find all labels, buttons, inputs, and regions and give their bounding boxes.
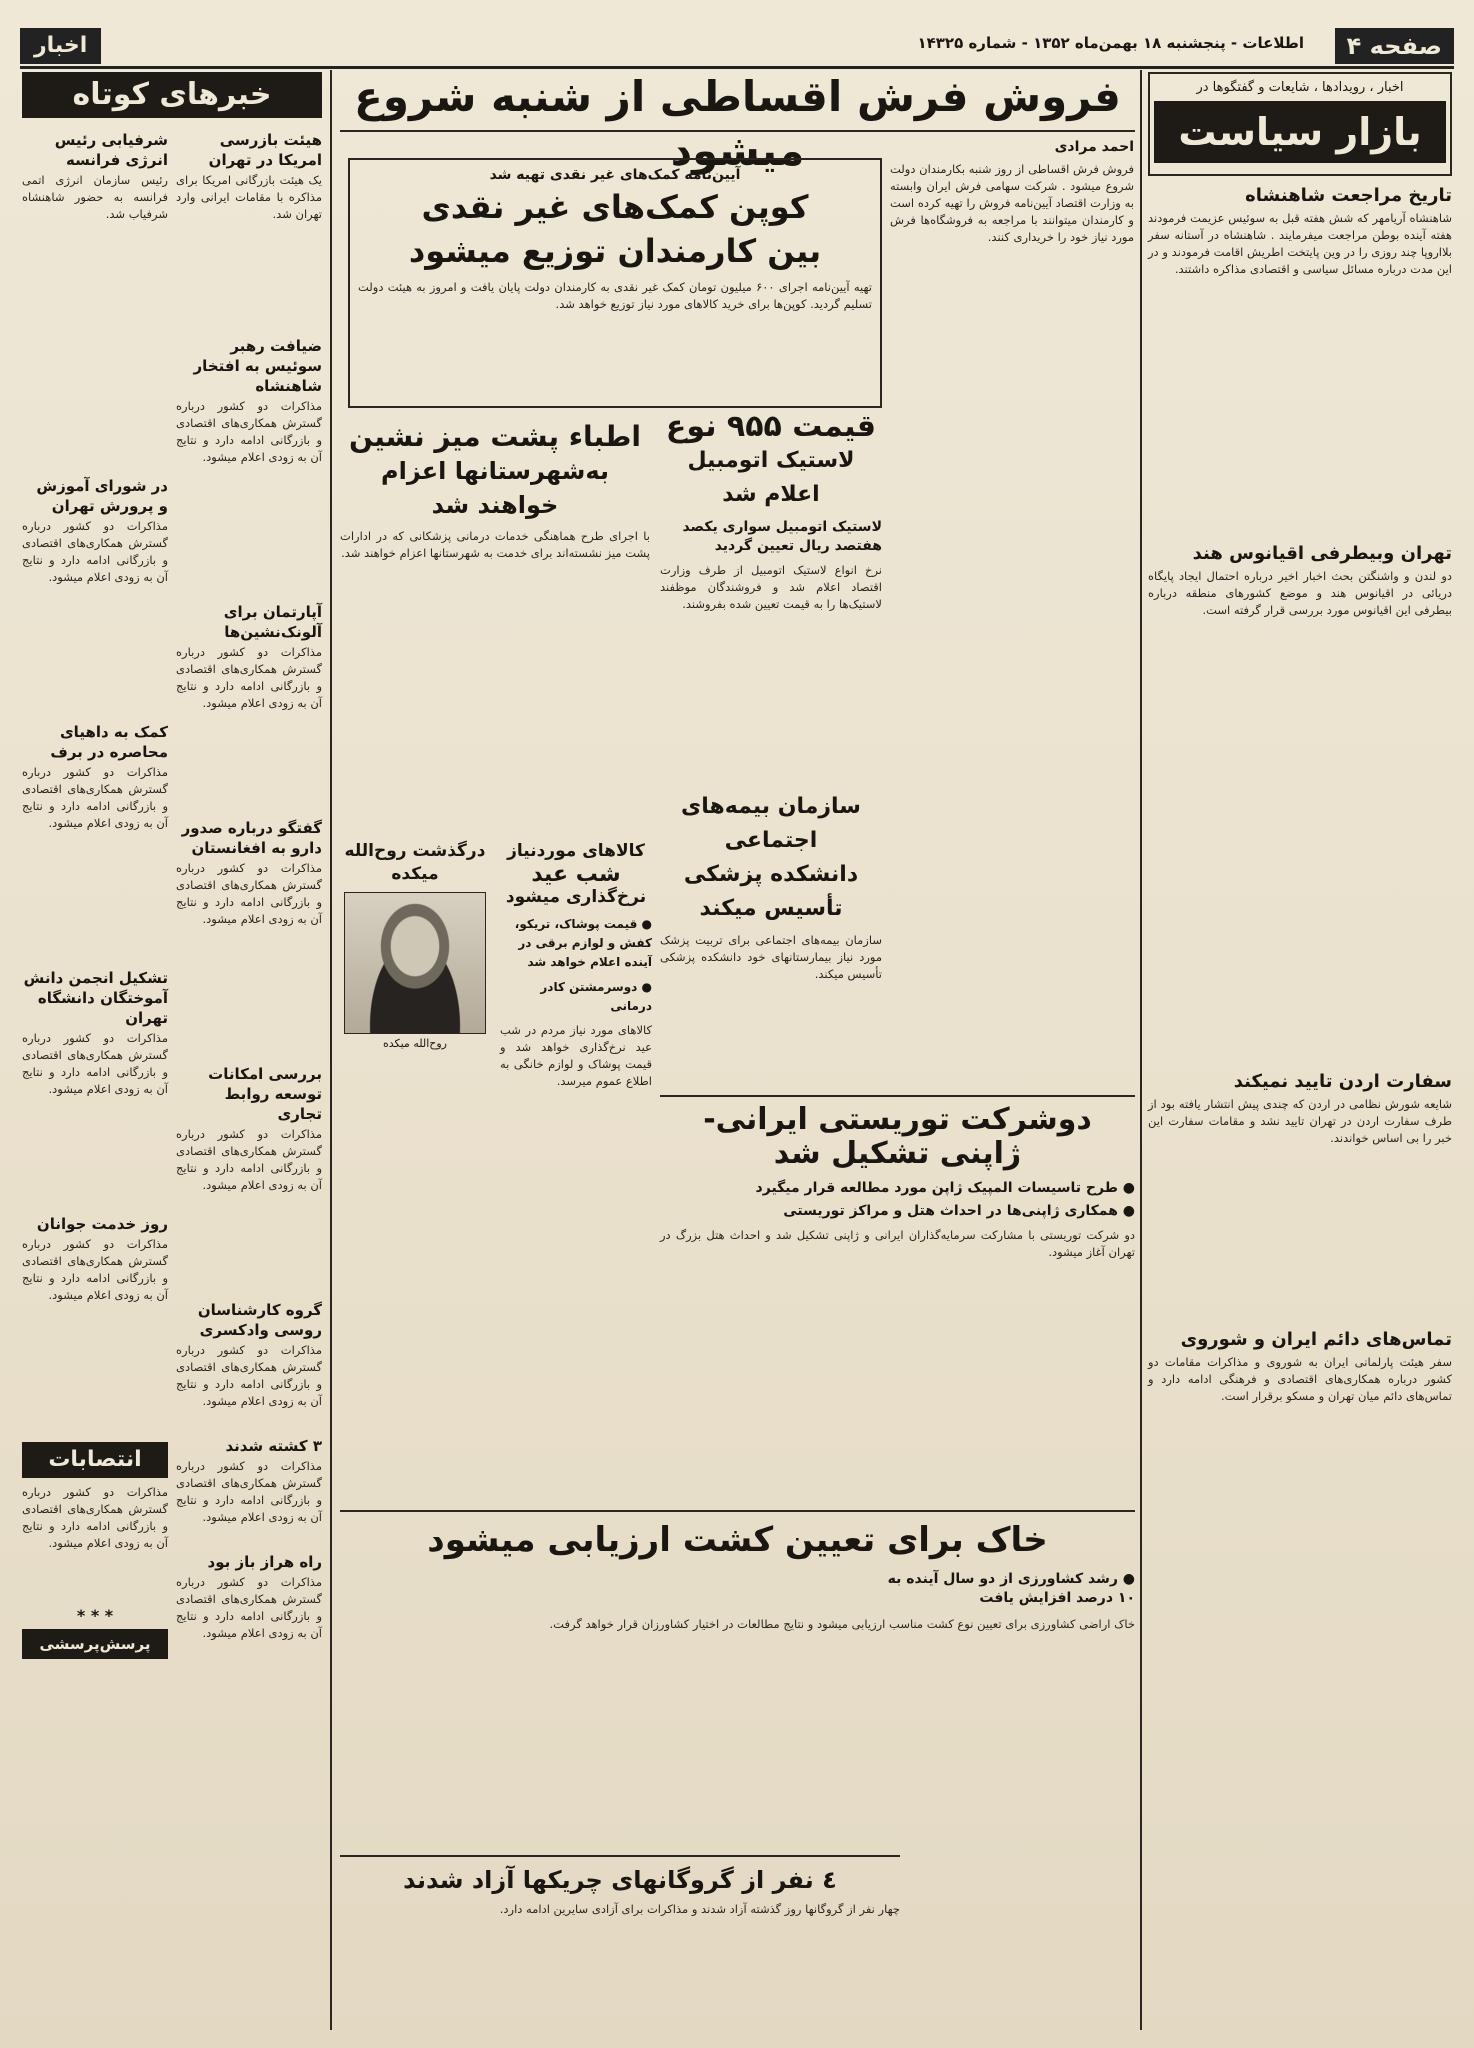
- story-title: تماس‌های دائم ایران و شوروی: [1180, 1329, 1452, 1350]
- story-body: شایعه شورش نظامی در اردن که چندی پیش انتشار یافته بود از طرف سفارت اردن در تهران تایید نشد و مقامات سفارت این خبر را بی اساس خواندند.: [1148, 1097, 1452, 1145]
- story-body: کالاهای مورد نیاز مردم در شب عید نرخ‌گذاری خواهد شد و قیمت پوشاک و لوازم خانگی به اطلاع عموم میرسد.: [500, 1023, 652, 1088]
- brief-body: مذاکرات دو کشور درباره گسترش همکاری‌های اقتصادی و بازرگانی ادامه دارد و نتایج آن به زودی اعلام میشود.: [176, 399, 322, 464]
- kicker: آیین‌نامه کمک‌های غیر نقدی تهیه شد: [489, 167, 741, 183]
- brief-title: کمک به داهیای محاصره در برف: [50, 723, 168, 761]
- brief-title: راه هراز باز بود: [207, 1553, 322, 1571]
- story-body: دو لندن و واشنگتن بحث اخبار اخیر درباره احتمال ایجاد پایگاه دریائی در اقیانوس هند و موضع کشورهای منطقه درباره بیطرفی این اقیانوس مورد بررسی قرار گرفته است.: [1148, 569, 1452, 617]
- goods-story: [500, 840, 652, 1170]
- brief-title: آپارتمان برای آلونک‌نشین‌ها: [223, 603, 322, 641]
- ad-label: پرسش‌پرسشی: [22, 1629, 168, 1659]
- headline: دانشکده پزشکی تأسیس میکند: [683, 862, 859, 921]
- banner-title: بازار سیاست: [1154, 101, 1446, 163]
- story-title: تاریخ مراجعت شاهنشاه: [1245, 185, 1452, 206]
- issue-meta: اطلاعات - پنجشنبه ۱۸ بهمن‌ماه ۱۳۵۲ - شماره ۱۴۳۲۵: [917, 34, 1304, 52]
- brief-body: مذاکرات دو کشور درباره گسترش همکاری‌های اقتصادی و بازرگانی ادامه دارد و نتایج آن به زودی اعلام میشود.: [176, 1343, 322, 1408]
- headline: به‌شهرستانها اعزام خواهند شد: [381, 457, 609, 519]
- headline: ٤ نفر از گروگانهای چریکها آزاد شدند: [403, 1866, 837, 1894]
- brief-body: مذاکرات دو کشور درباره گسترش همکاری‌های اقتصادی و بازرگانی ادامه دارد و نتایج آن به زودی اعلام میشود.: [22, 519, 168, 584]
- announcements-banner: انتصابات: [22, 1442, 168, 1478]
- story-title: تهران وبیطرفی اقیانوس هند: [1192, 543, 1452, 564]
- brief-body: یک هیئت بازرگانی امریکا برای مذاکره با مقامات ایرانی وارد تهران شد.: [176, 173, 322, 221]
- headline: لاستیک اتومبیل اعلام شد: [687, 448, 855, 507]
- tourism-story: [660, 1095, 1135, 1495]
- brief-title: بررسی امکانات توسعه روابط تجاری: [208, 1065, 322, 1123]
- story-body: فروش فرش اقساطی از روز شنبه بکارمندان دولت شروع میشود . شرکت سهامی فرش ایران وابسته به وزارت اقتصاد آیین‌نامه فروش را تهیه کرده است و کارمندان میتوانند با مراجعه به فروشگاه‌ها فرش مورد نیاز خود را خریداری کنند.: [890, 162, 1134, 244]
- headline: ژاپنی تشکیل شد: [773, 1136, 1022, 1171]
- subheadline: ● دوسرمشتن کادر درمانی: [500, 978, 652, 1016]
- obituary: [340, 840, 490, 1080]
- brief-title: گفتگو درباره صدور دارو به افغانستان: [181, 819, 322, 857]
- page-number: صفحه ۴: [1335, 28, 1454, 64]
- section-banner: [1148, 72, 1452, 176]
- coupon-story-box: [348, 158, 882, 408]
- brief-body: رئیس سازمان انرژی اتمی فرانسه به حضور شاهنشاه شرفیاب شد.: [22, 173, 168, 221]
- story-body: سازمان بیمه‌های اجتماعی برای تربیت پزشک مورد نیاز بیمارستانهای خود دانشکده پزشکی تأسیس میکند.: [660, 933, 882, 981]
- hostages-story: [340, 1855, 900, 2025]
- headline: سازمان بیمه‌های اجتماعی: [681, 794, 861, 853]
- headline: شب عید: [531, 862, 621, 887]
- subheadline: ● قیمت پوشاک، تریکو، کفش و لوازم برقی در آینده اعلام خواهد شد: [500, 915, 652, 972]
- brief-body: مذاکرات دو کشور درباره گسترش همکاری‌های اقتصادی و بازرگانی ادامه دارد و نتایج آن به زودی اعلام میشود.: [22, 1237, 168, 1302]
- left-subcolumn-a: [176, 126, 322, 1663]
- masthead: [20, 28, 1454, 69]
- brief-title: هیئت بازرسی امریکا در تهران: [208, 131, 322, 169]
- insurance-story: [660, 790, 882, 1090]
- headline: قیمت ۹۵۵ نوع: [665, 409, 877, 444]
- story-body: سفر هیئت پارلمانی ایران به شوروی و مذاکرات مقامات دو کشور درباره همکاری‌های اقتصادی و فرهنگی ادامه دارد و تماس‌های دائم میان تهران و مسکو برقرار است.: [1148, 1355, 1452, 1403]
- headline: نرخ‌گذاری میشود: [505, 887, 647, 907]
- story-body: چهار نفر از گروگانها روز گذشته آزاد شدند و مذاکرات برای آزادی سایرین ادامه دارد.: [499, 1902, 900, 1916]
- story-body: شاهنشاه آریامهر که شش هفته قبل به سوئیس عزیمت فرمودند هفته آینده بوطن مراجعت میفرمایند . شاهنشاه در آستانه سفر بلااروپا چند روزی را در وین پایتخت اطریش اقامت فرمودند و در این مدت درباره مسائل سیاسی و اقتصادی مذاکره داشتند.: [1148, 211, 1452, 276]
- right-column: [1148, 72, 1452, 2022]
- brief-title: تشکیل انجمن دانش آموختگان دانشگاه تهران: [23, 969, 168, 1027]
- brief-body: مذاکرات دو کشور درباره گسترش همکاری‌های اقتصادی و بازرگانی ادامه دارد و نتایج آن به زودی اعلام میشود.: [176, 645, 322, 710]
- carpet-story: [890, 138, 1134, 728]
- brief-body: مذاکرات دو کشور درباره گسترش همکاری‌های اقتصادی و بازرگانی ادامه دارد و نتایج آن به زودی اعلام میشود.: [176, 1575, 322, 1640]
- story-body: دو شرکت توریستی با مشارکت سرمایه‌گذاران ایرانی و ژاپنی تشکیل شد و احداث هتل بزرگ در تهران آغاز میشود.: [660, 1228, 1135, 1259]
- column-rule: [330, 70, 332, 2030]
- main-headline: فروش فرش اقساطی از شنبه شروع میشود: [354, 72, 1121, 175]
- section-name: اخبار: [20, 28, 101, 64]
- story-body: نرخ انواع لاستیک اتومبیل از طرف وزارت اقتصاد اعلام شد و فروشندگان موظفند لاستیک‌ها را به قیمت تعیین شده بفروشند.: [660, 563, 882, 611]
- brief-title: در شورای آموزش و پرورش تهران: [36, 477, 168, 515]
- headline: دوشرکت توریستی ایرانی‌-: [703, 1102, 1092, 1137]
- headline: بین کارمندان توزیع میشود: [408, 232, 822, 270]
- brief-body: مذاکرات دو کشور درباره گسترش همکاری‌های اقتصادی و بازرگانی ادامه دارد و نتایج آن به زودی اعلام میشود.: [22, 1031, 168, 1096]
- headline: اطباء پشت میز نشین: [349, 420, 641, 453]
- headline: درگذشت روح‌الله: [344, 841, 486, 861]
- headline: میکده: [391, 864, 439, 884]
- left-subcolumn-b: [22, 126, 168, 1663]
- banner-kicker: اخبار ، رویدادها ، شایعات و گفتگوها در: [1196, 80, 1404, 95]
- portrait-photo: [344, 892, 486, 1034]
- story-body: تهیه آیین‌نامه اجرای ۶۰۰ میلیون تومان کمک غیر نقدی به کارمندان دولت پایان یافت و امروز به هیئت دولت تسلیم گردید. کوپن‌ها برای خرید کالاهای مورد نیاز توزیع خواهد شد.: [358, 280, 872, 311]
- brief-body: مذاکرات دو کشور درباره گسترش همکاری‌های اقتصادی و بازرگانی ادامه دارد و نتایج آن به زودی اعلام میشود.: [22, 1485, 168, 1550]
- photo-caption: روح‌الله میکده: [383, 1037, 447, 1050]
- subheadline: ● رشد کشاورزی از دو سال آینده به ۱۰ درصد افزایش یافت: [875, 1570, 1135, 1608]
- brief-title: ضیافت رهبر سوئیس به افتخار شاهنشاه: [193, 337, 322, 395]
- tire-story: [660, 410, 882, 780]
- subheadline: ● همکاری ژاپنی‌ها در احداث هتل و مراکز توریستی: [660, 1202, 1135, 1221]
- story-body: با اجرای طرح هماهنگی خدمات درمانی پزشکانی که در ادارات پشت میز نشسته‌اند برای خدمت به شهرستانها اعزام خواهند شد.: [340, 529, 650, 560]
- story-title: سفارت اردن تایید نمیکند: [1233, 1071, 1452, 1092]
- brief-body: مذاکرات دو کشور درباره گسترش همکاری‌های اقتصادی و بازرگانی ادامه دارد و نتایج آن به زودی اعلام میشود.: [176, 1127, 322, 1192]
- headline: خاک برای تعیین کشت ارزیابی میشود: [427, 1520, 1048, 1560]
- short-news-banner: خبرهای کوتاه: [22, 72, 322, 118]
- headline: کالاهای موردنیاز: [507, 841, 645, 861]
- soil-story: [340, 1510, 1135, 1840]
- separator-stars: * * *: [76, 1606, 114, 1625]
- column-rule: [1140, 70, 1142, 2030]
- headline: کوپن کمک‌های غیر نقدی: [421, 188, 809, 226]
- byline: احمد مرادی: [1054, 139, 1134, 155]
- story-body: خاک اراضی کشاورزی برای تعیین نوع کشت مناسب ارزیابی میشود و نتایج مطالعات در اختیار کشاورزان قرار خواهد گرفت.: [549, 1617, 1135, 1631]
- doctors-story: [340, 420, 650, 820]
- brief-body: مذاکرات دو کشور درباره گسترش همکاری‌های اقتصادی و بازرگانی ادامه دارد و نتایج آن به زودی اعلام میشود.: [176, 861, 322, 926]
- left-column: [22, 72, 322, 2022]
- brief-title: روز خدمت جوانان: [36, 1215, 168, 1233]
- subheadline: ● طرح تاسیسات المپیک ژاپن مورد مطالعه قرار میگیرد: [660, 1179, 1135, 1198]
- left-subcolumns: [22, 126, 322, 1663]
- brief-title: گروه کارشناسان روسی وادکسری: [197, 1301, 322, 1339]
- brief-title: ۳ کشته شدند: [225, 1437, 322, 1455]
- brief-title: شرفیابی رئیس انرژی فرانسه: [54, 131, 168, 169]
- brief-body: مذاکرات دو کشور درباره گسترش همکاری‌های اقتصادی و بازرگانی ادامه دارد و نتایج آن به زودی اعلام میشود.: [22, 765, 168, 830]
- subheadline: لاستیک اتومبیل سواری یکصد هفتصد ریال تعیین گردید: [682, 519, 882, 554]
- brief-body: مذاکرات دو کشور درباره گسترش همکاری‌های اقتصادی و بازرگانی ادامه دارد و نتایج آن به زودی اعلام میشود.: [176, 1459, 322, 1524]
